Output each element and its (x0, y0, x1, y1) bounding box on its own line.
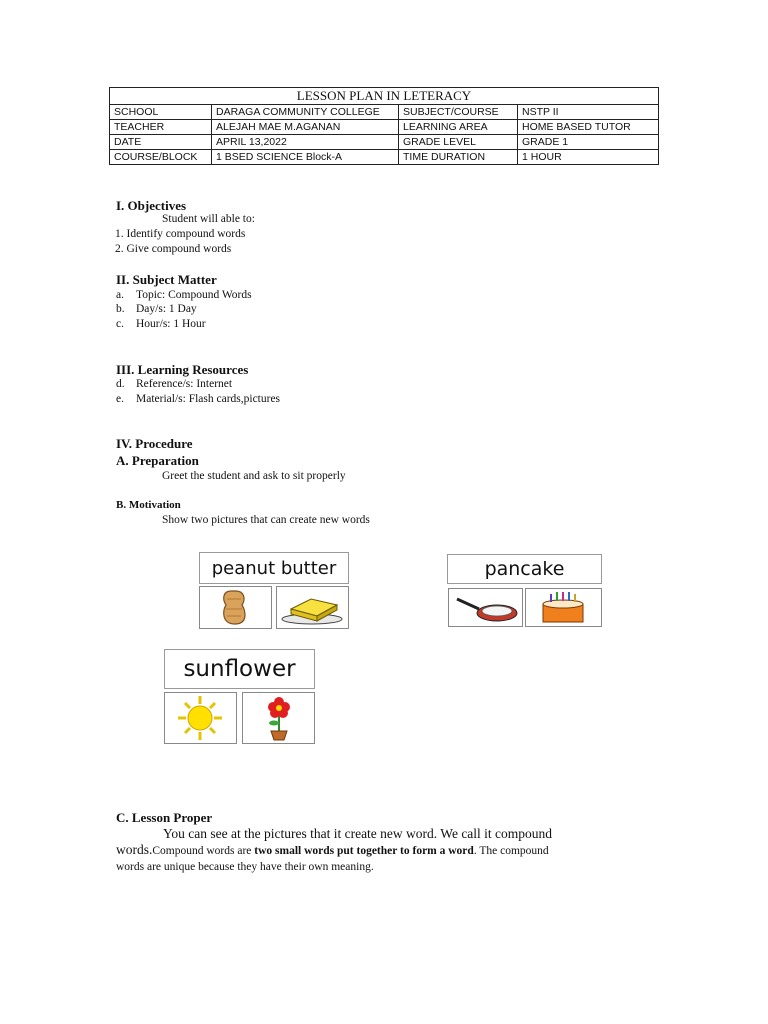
cake-icon (526, 589, 601, 626)
motivation-heading: B. Motivation (116, 499, 181, 511)
flashcard-sunflower: sunflower (164, 649, 315, 689)
lesson-info-table (109, 87, 659, 165)
list-item: e. Material/s: Flash cards,pictures (116, 393, 281, 405)
objective-item: 2. Give compound words (115, 243, 232, 255)
objective-item: 1. Identify compound words (115, 228, 246, 240)
objectives-intro: Student will able to: (162, 213, 255, 225)
butter-picture (276, 586, 349, 629)
flashcard-peanut-butter: peanut butter (199, 552, 349, 584)
pan-icon (449, 589, 522, 626)
learning-resources-heading: III. Learning Resources (116, 362, 249, 377)
lesson-proper-text: You can see at the pictures that it create new word. We call it compound words.Compound words are two small words put together to form a word. The compound words are unique because they have their own meaning. (116, 826, 553, 873)
cake-picture (525, 588, 602, 627)
pan-picture (448, 588, 523, 627)
sun-picture (164, 692, 237, 744)
flower-picture (242, 692, 315, 744)
preparation-heading: A. Preparation (116, 453, 199, 468)
list-item: a. Topic: Compound Words (116, 289, 252, 301)
procedure-heading: IV. Procedure (116, 436, 193, 451)
lesson-title: LESSON PLAN IN LETERACY (110, 88, 659, 105)
preparation-text: Greet the student and ask to sit properly (162, 470, 346, 482)
list-item: d. Reference/s: Internet (116, 378, 233, 390)
list-item: b. Day/s: 1 Day (116, 303, 197, 315)
objectives-heading: I. Objectives (116, 198, 187, 213)
sun-icon (165, 693, 236, 743)
flower-icon (243, 693, 314, 743)
peanut-picture (199, 586, 272, 629)
flashcard-pancake: pancake (447, 554, 602, 584)
butter-icon (277, 587, 348, 628)
table-row: COURSE/BLOCK 1 BSED SCIENCE Block-A TIME DURATION 1 HOUR (110, 150, 659, 165)
table-row: SCHOOL DARAGA COMMUNITY COLLEGE SUBJECT/COURSE NSTP II (110, 105, 659, 120)
peanut-icon (200, 587, 271, 628)
subject-matter-heading: II. Subject Matter (116, 272, 217, 287)
motivation-text: Show two pictures that can create new words (162, 514, 370, 526)
table-row: TEACHER ALEJAH MAE M.AGANAN LEARNING AREA HOME BASED TUTOR (110, 120, 659, 135)
lesson-proper-heading: C. Lesson Proper (116, 810, 213, 825)
list-item: c. Hour/s: 1 Hour (116, 318, 206, 330)
table-row: DATE APRIL 13,2022 GRADE LEVEL GRADE 1 (110, 135, 659, 150)
